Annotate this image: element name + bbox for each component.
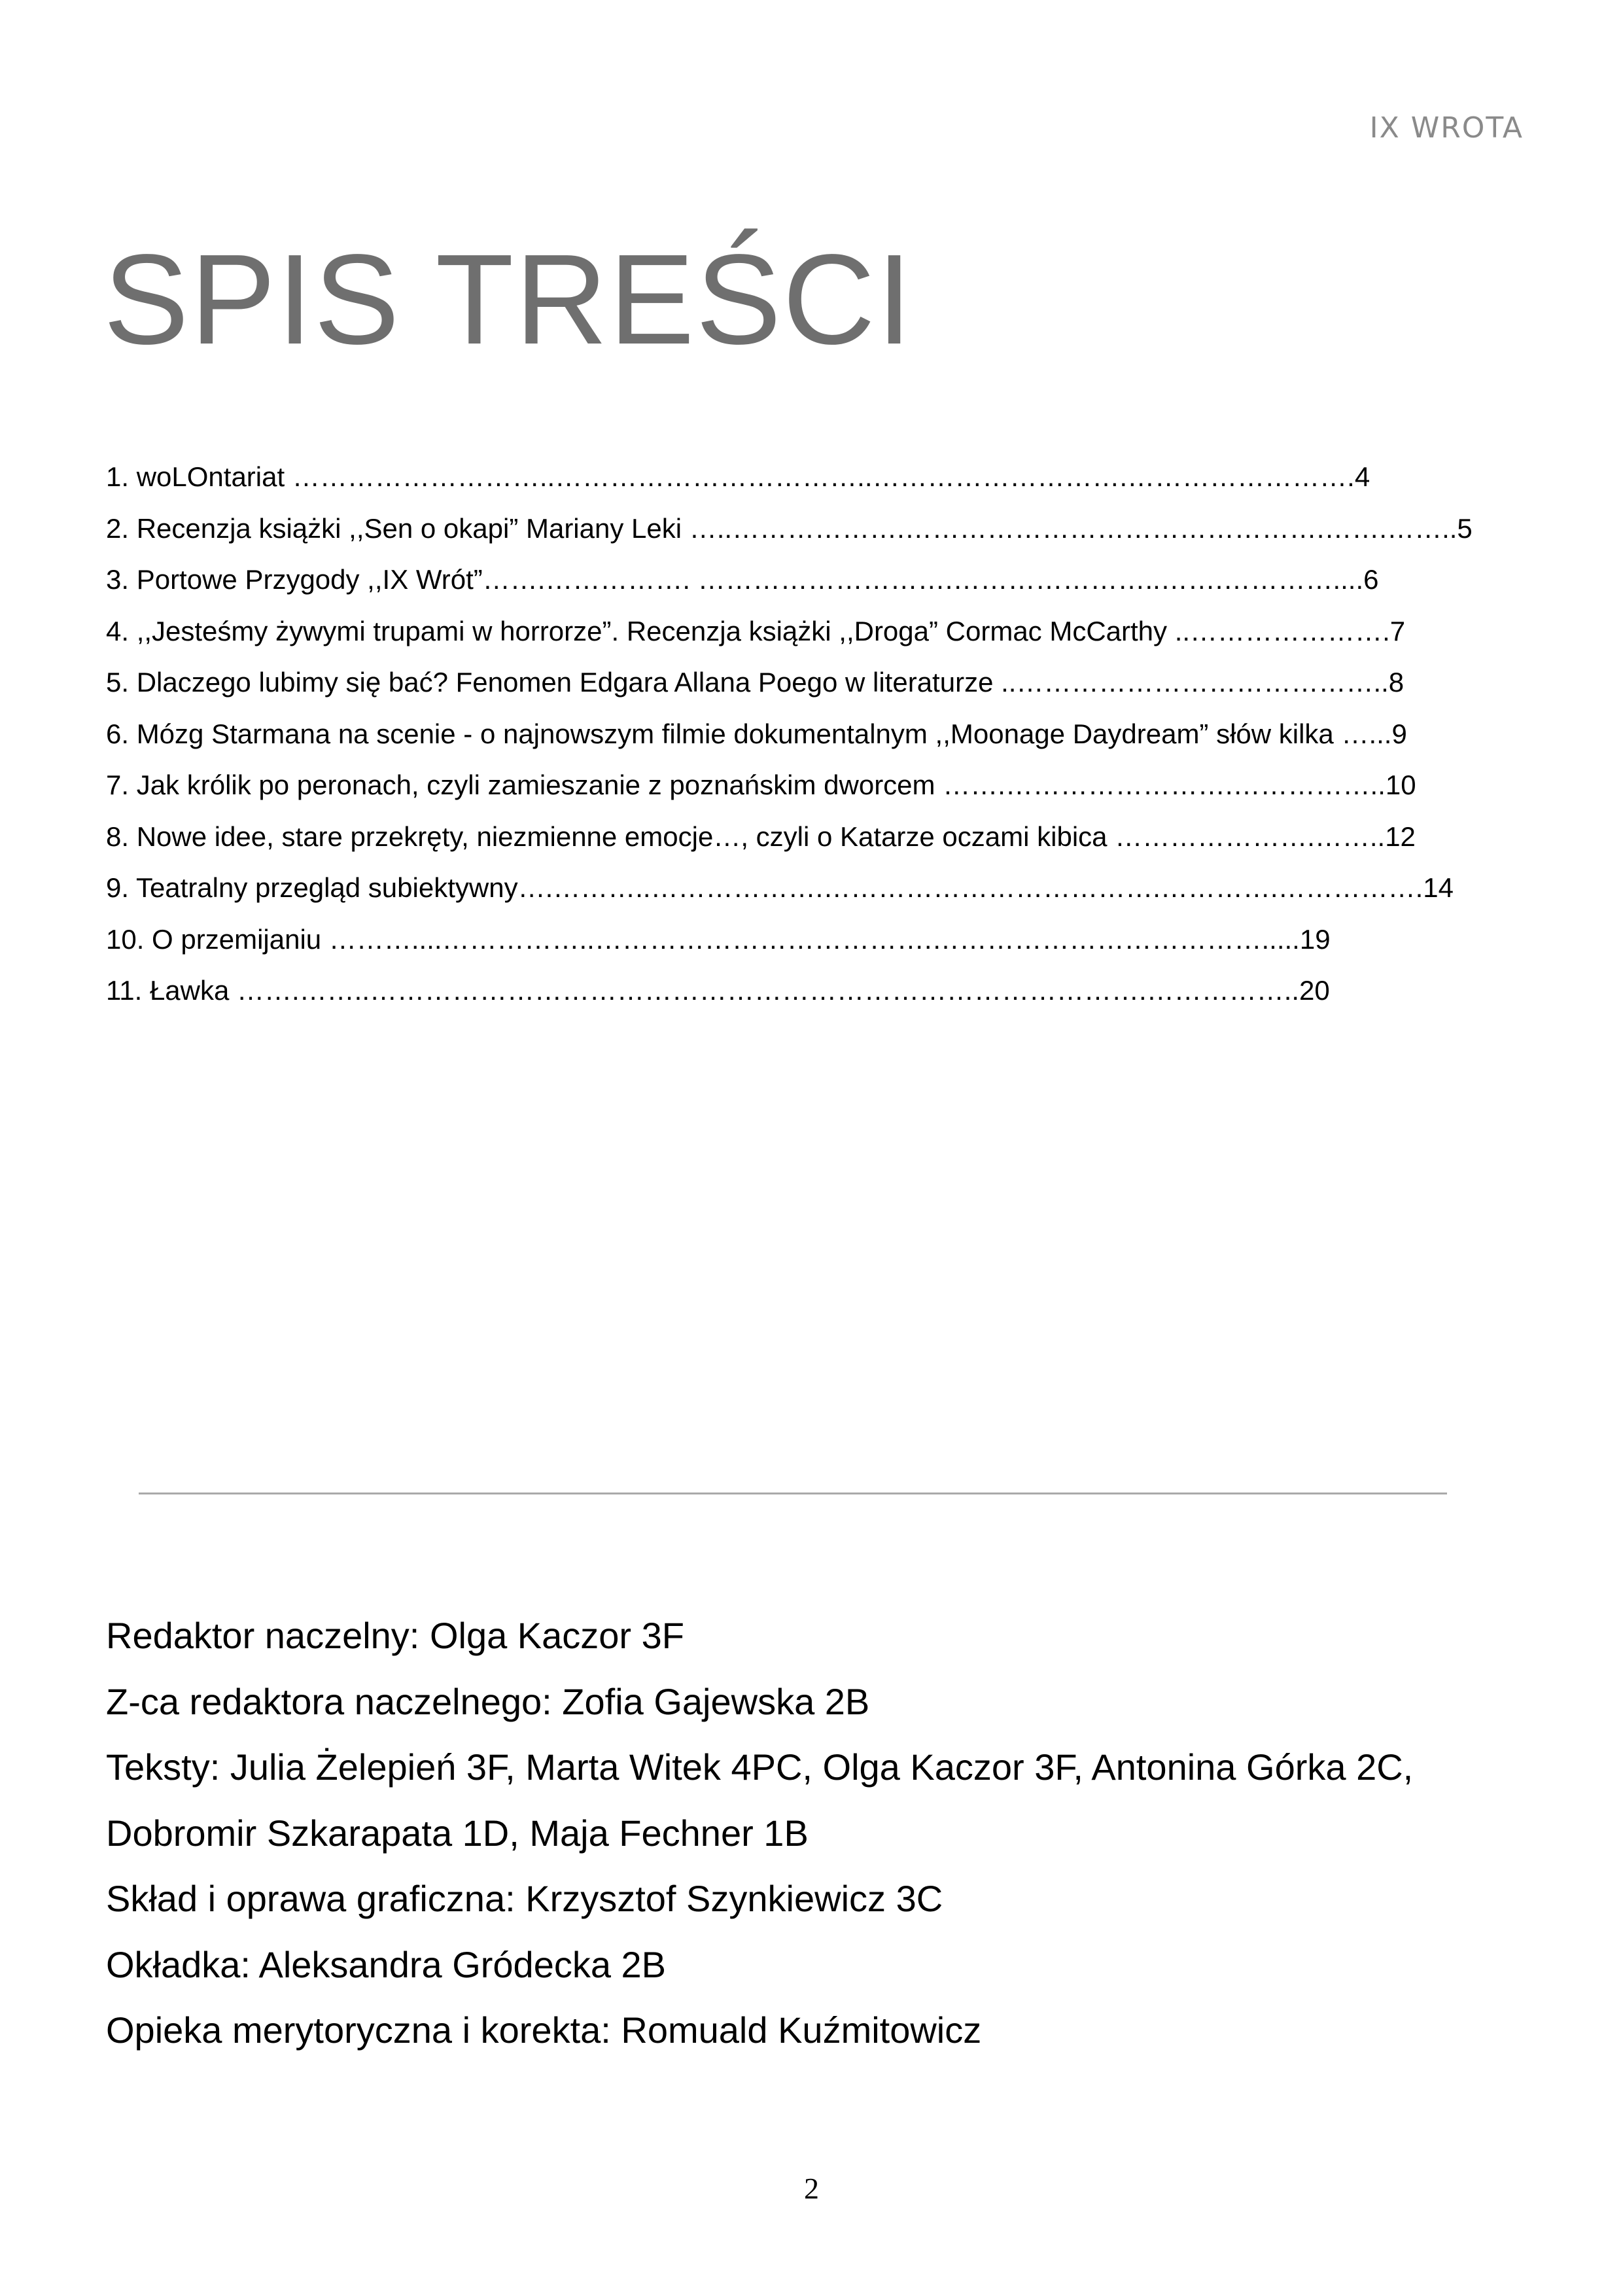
toc-entry[interactable] (106, 811, 1519, 863)
toc-entry-page: 19 (1299, 923, 1331, 955)
toc-entry-leader: …….……..………………………………………………………………………….……………. (237, 975, 1292, 1006)
toc-entry-leader: …….…………………….…………….. (943, 769, 1386, 800)
credit-value: Aleksandra Gródecka 2B (258, 1943, 667, 1985)
toc-entry-leader: ………....……………..……………………………….………………………………..... (328, 923, 1300, 955)
toc-entry-page: 10 (1385, 769, 1416, 800)
toc-entry-leader: ………………….…….. (1115, 821, 1386, 852)
credit-line-editor-in-chief (106, 1603, 1545, 1669)
toc-entry-title: 11. Ławka (106, 975, 237, 1006)
toc-entry[interactable] (106, 606, 1519, 658)
toc-entry-page: .20 (1291, 975, 1330, 1006)
credit-line-texts-continued (106, 1801, 1545, 1867)
credit-value: Zofia Gajewska 2B (562, 1680, 870, 1722)
toc-entry-page: 6 (1363, 564, 1379, 595)
editorial-credits (106, 1603, 1545, 2064)
toc-entry-leader: ..………………………………….. (1001, 667, 1389, 698)
toc-entry-page: 14 (1423, 872, 1454, 903)
toc-entry-page: 9 (1391, 718, 1407, 749)
toc-entry[interactable] (106, 914, 1519, 966)
credit-label: Skład i oprawa graficzna: (106, 1878, 515, 1919)
credit-value: Romuald Kuźmitowicz (621, 2009, 982, 2051)
credit-label: Okładka: (106, 1943, 251, 1985)
toc-entry-title: 8. Nowe idee, stare przekręty, niezmienne emocje…, czyli o Katarze oczami kibica (106, 821, 1115, 852)
credit-line-deputy-editor (106, 1669, 1545, 1735)
toc-entry-title: 1. woLOntariat (106, 461, 292, 492)
toc-entry-page: 8 (1388, 667, 1405, 698)
credit-label: Teksty: (106, 1746, 220, 1788)
toc-entry[interactable] (106, 657, 1519, 709)
toc-entry-page: .4 (1347, 461, 1370, 492)
toc-entry-title: 3. Portowe Przygody ,,IX Wrót” (106, 564, 483, 595)
page-title: SPIS TREŚCI (103, 228, 914, 371)
toc-entry-leader: ….………..……………….……………………………….………….……………. (517, 872, 1423, 903)
credit-value: Julia Żelepień 3F, Marta Witek 4PC, Olga Kaczor 3F, Antonina Górka 2C, (230, 1746, 1414, 1788)
toc-entry[interactable] (106, 760, 1519, 811)
credit-label: Redaktor naczelny: (106, 1615, 420, 1656)
toc-entry-leader: ………………………..……………………………..……………………….…………………… (292, 461, 1348, 492)
credit-label: Z-ca redaktora naczelnego: (106, 1680, 552, 1722)
toc-entry[interactable] (106, 965, 1519, 1017)
credit-value: Krzysztof Szynkiewicz 3C (525, 1878, 943, 1919)
toc-entry-page: .5 (1449, 512, 1473, 544)
credit-line-texts (106, 1735, 1545, 1801)
table-of-contents (106, 451, 1519, 1017)
toc-entry[interactable] (106, 451, 1519, 503)
toc-entry-page: 12 (1385, 821, 1416, 852)
toc-entry-leader: …..……………….……………………………………….…….……. (689, 512, 1450, 544)
toc-entry-page: .7 (1382, 615, 1406, 646)
toc-entry-leader: …... (1341, 718, 1392, 749)
credit-value: Olga Kaczor 3F (429, 1615, 684, 1656)
toc-entry-title: 7. Jak królik po peronach, czyli zamieszanie z poznańskim dworcem (106, 769, 943, 800)
credit-line-typesetting (106, 1866, 1545, 1932)
credit-line-supervision (106, 1998, 1545, 2064)
running-header: IX WROTA (1369, 111, 1524, 145)
toc-entry-title: 5. Dlaczego lubimy się bać? Fenomen Edgara Allana Poego w literaturze (106, 667, 1002, 698)
credit-label: Opieka merytoryczna i korekta: (106, 2009, 611, 2051)
toc-entry[interactable] (106, 503, 1519, 555)
toc-entry[interactable] (106, 709, 1519, 760)
credit-line-cover (106, 1932, 1545, 1998)
toc-entry-title: 10. O przemijaniu (106, 923, 329, 955)
toc-entry-leader: …….……………. ……………………….…………………..…….………….... (482, 564, 1364, 595)
page-number: 2 (804, 2172, 819, 2205)
toc-entry-title: 2. Recenzja książki ,,Sen o okapi” Mariany Leki (106, 512, 689, 544)
toc-entry-title: 4. ,,Jesteśmy żywymi trupami w horrorze”. Recenzja książki ,,Droga” Cormac McCarthy (106, 615, 1175, 646)
toc-entry[interactable] (106, 862, 1519, 914)
toc-entry[interactable] (106, 554, 1519, 606)
toc-entry-leader: ..………………… (1174, 615, 1383, 646)
toc-entry-title: 9. Teatralny przegląd subiektywny (106, 872, 518, 903)
section-divider (139, 1492, 1447, 1494)
toc-entry-title: 6. Mózg Starmana na scenie - o najnowszym filmie dokumentalnym ,,Moonage Daydream” słów kilka (106, 718, 1342, 749)
credit-value: Dobromir Szkarapata 1D, Maja Fechner 1B (106, 1812, 809, 1854)
